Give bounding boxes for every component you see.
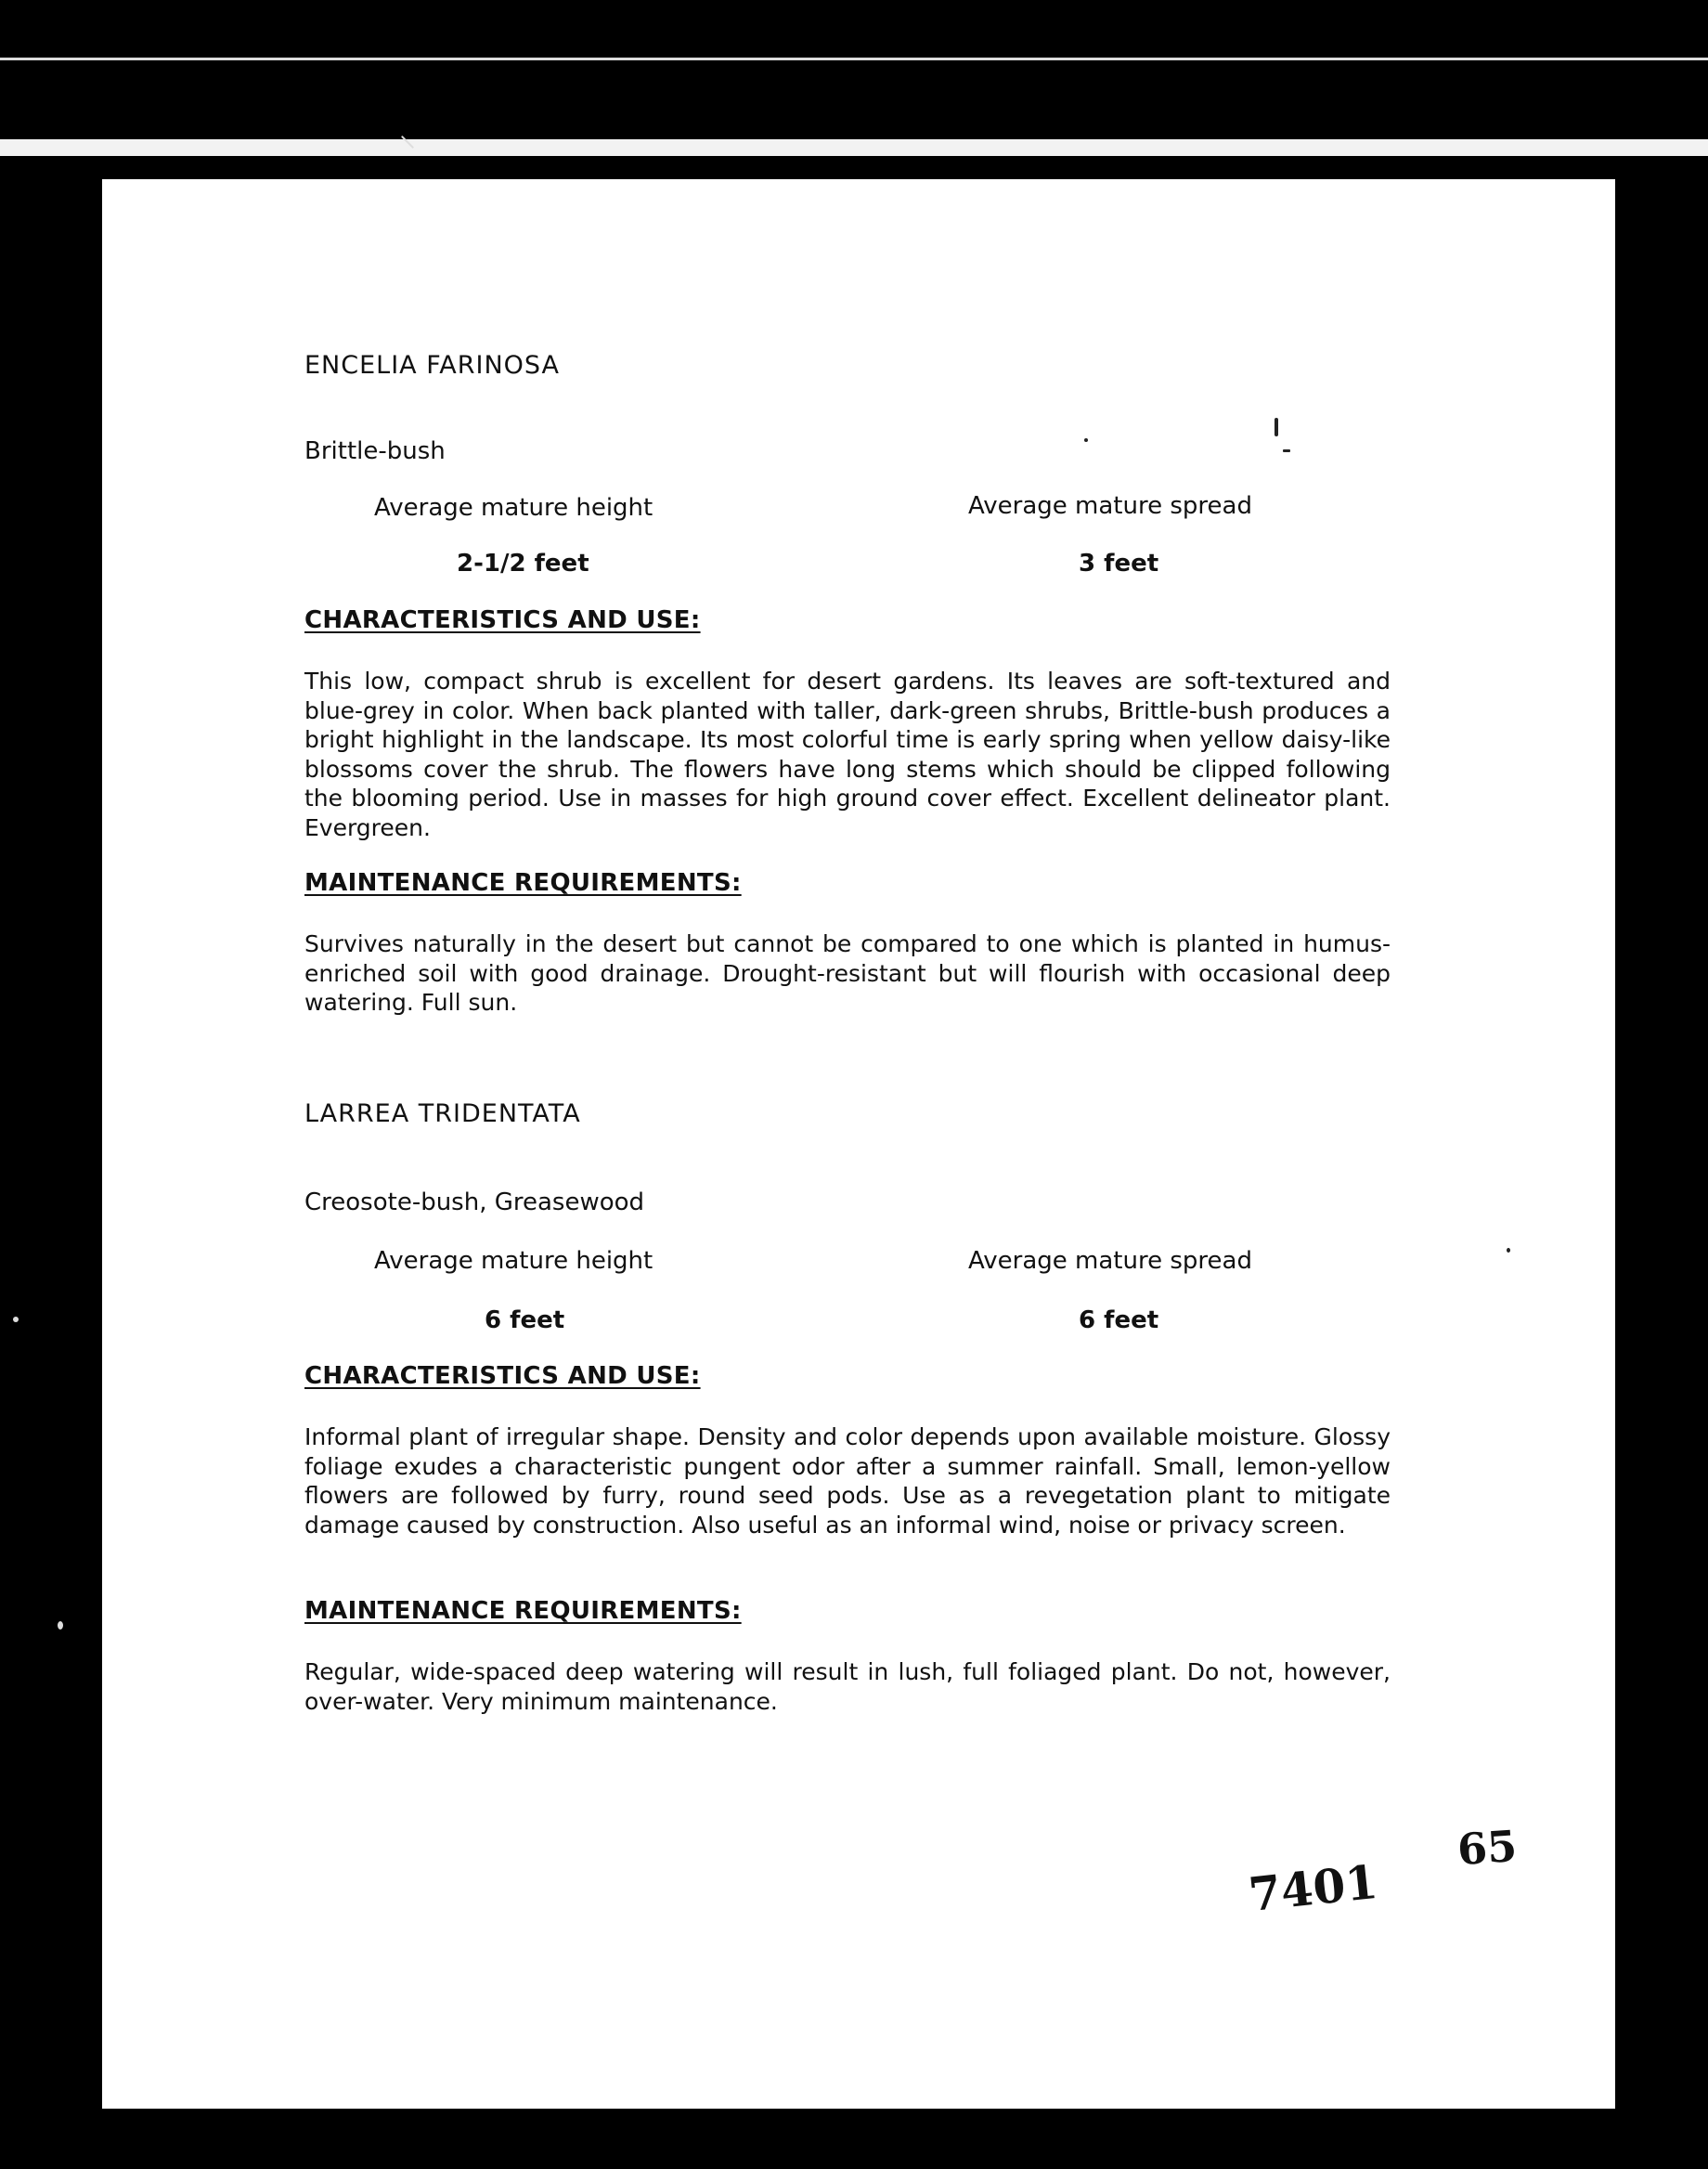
scan-speck — [1507, 1248, 1510, 1253]
common-name-1: Brittle-bush — [304, 437, 446, 465]
spread-label-2: Average mature spread — [968, 1247, 1252, 1275]
species-name-2: LARREA TRIDENTATA — [304, 1099, 581, 1128]
common-name-2: Creosote-bush, Greasewood — [304, 1188, 645, 1216]
scan-speck — [1283, 449, 1290, 452]
maintenance-text-2: Regular, wide-spaced deep watering will result in lush, full foliaged plant. Do not, however, over-water. Very minimum maintenance. — [304, 1658, 1391, 1715]
scan-artifact-line — [0, 58, 1708, 60]
document-page — [102, 179, 1615, 2109]
scan-top-border — [0, 0, 1708, 149]
scan-top-rule — [0, 139, 1708, 156]
scan-speck — [13, 1317, 19, 1322]
characteristics-heading-2: CHARACTERISTICS AND USE: — [304, 1362, 701, 1390]
scan-speck — [58, 1621, 63, 1630]
species-name-1: ENCELIA FARINOSA — [304, 351, 561, 380]
height-label-1: Average mature height — [374, 494, 653, 522]
spread-value-1: 3 feet — [1079, 550, 1159, 578]
scan-speck — [1275, 418, 1278, 436]
page-number: 65 — [1456, 1820, 1519, 1876]
stamp-number: 7401 — [1246, 1853, 1380, 1923]
maintenance-heading-2: MAINTENANCE REQUIREMENTS: — [304, 1597, 742, 1625]
maintenance-text-1: Survives naturally in the desert but cannot be compared to one which is planted in humus-enriched soil with good drainage. Drought-resistant but will flourish with occasional deep watering. Full sun. — [304, 930, 1391, 1016]
characteristics-heading-1: CHARACTERISTICS AND USE: — [304, 606, 701, 634]
height-value-2: 6 feet — [485, 1306, 565, 1334]
spread-label-1: Average mature spread — [968, 492, 1252, 520]
height-value-1: 2-1/2 feet — [457, 550, 589, 578]
spread-value-2: 6 feet — [1079, 1306, 1159, 1334]
maintenance-heading-1: MAINTENANCE REQUIREMENTS: — [304, 869, 742, 897]
characteristics-text-1: This low, compact shrub is excellent for desert gardens. Its leaves are soft-textured and blue-grey in color. When back planted with taller, dark-green shrubs, Brittle-bush produces a bright highlight in the landscape. Its most colorful time is early spring when yellow daisy-like blossoms cover the shrub. The flowers have long stems which should be clipped following the blooming period. Use in masses for high ground cover effect. Excellent delineator plant. Evergreen. — [304, 668, 1391, 841]
height-label-2: Average mature height — [374, 1247, 653, 1275]
characteristics-text-2: Informal plant of irregular shape. Density and color depends upon available moisture. Glossy foliage exudes a characteristic pungent odor after a summer rainfall. Small, lemon-yellow flowers are followed by furry, round seed pods. Use as a revegetation plant to mitigate damage caused by construction. Also useful as an informal wind, noise or privacy screen. — [304, 1423, 1391, 1539]
scan-speck — [1084, 438, 1088, 442]
